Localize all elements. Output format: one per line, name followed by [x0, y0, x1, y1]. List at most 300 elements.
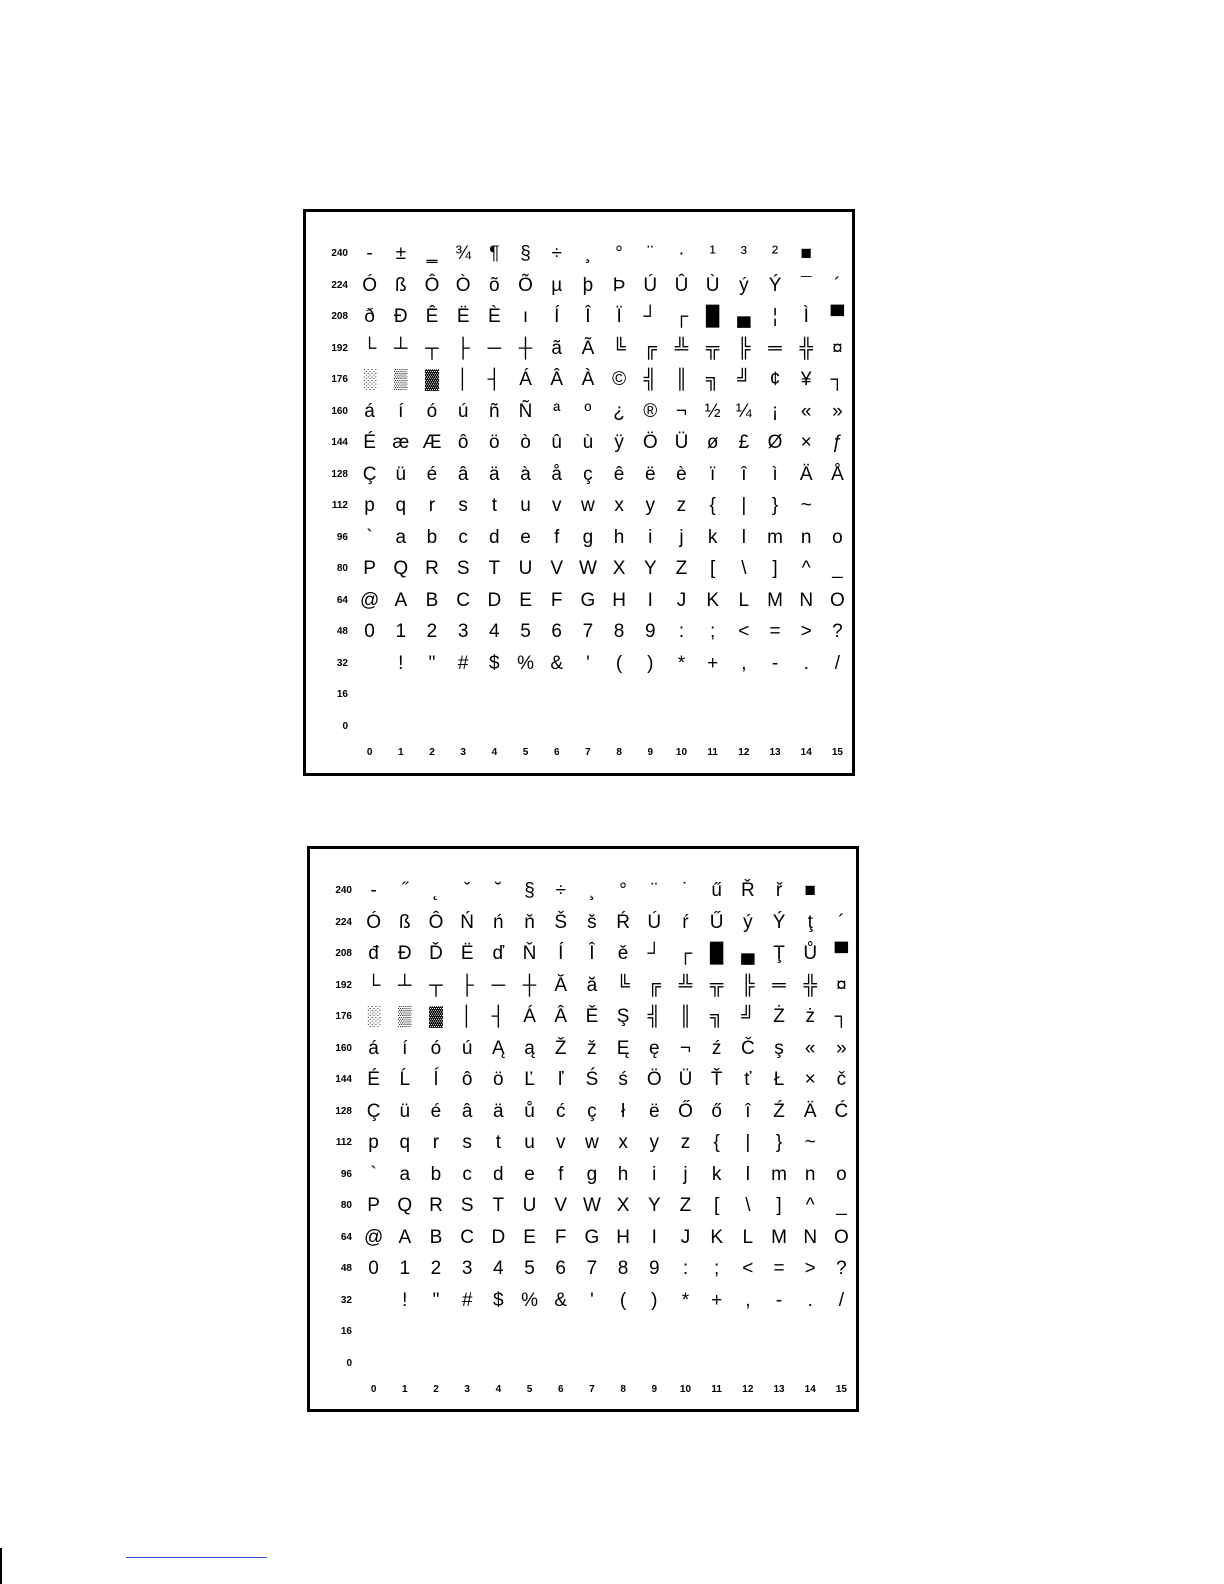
glyph-cell: ╩ [674, 337, 689, 359]
glyph-cell: ┐ [834, 1006, 849, 1028]
glyph-cell: ë [644, 463, 656, 485]
glyph-cell: ² [771, 243, 779, 265]
row-label: 176 [331, 374, 348, 386]
glyph-cell: ' [586, 652, 590, 674]
glyph-cell: % [521, 1289, 538, 1311]
glyph-cell: R [425, 558, 439, 580]
glyph-cell [572, 711, 603, 743]
glyph-cell: x [618, 1132, 628, 1154]
glyph-cell [763, 1316, 794, 1348]
glyph-cell: ╦ [709, 974, 724, 996]
row-label: 224 [335, 916, 352, 928]
glyph-cell: ç [587, 1100, 597, 1122]
glyph-cell: ; [710, 621, 716, 643]
glyph-cell [448, 679, 479, 711]
glyph-cell [763, 1348, 794, 1380]
glyph-cell: é [430, 1100, 442, 1122]
glyph-cell: ¨ [647, 243, 654, 265]
column-label: 12 [738, 746, 750, 758]
glyph-cell: ? [836, 1258, 847, 1280]
glyph-cell: ß [394, 274, 407, 296]
glyph-cell: " [428, 652, 436, 674]
glyph-cell: ¿ [613, 400, 625, 422]
glyph-cell [728, 679, 759, 711]
row-label: 32 [340, 1294, 352, 1306]
glyph-cell: ▓ [429, 1006, 443, 1028]
glyph-cell: ñ [489, 400, 500, 422]
glyph-cell: Ê [425, 306, 439, 328]
glyph-cell: └ [366, 974, 381, 996]
glyph-cell: ß [398, 911, 411, 933]
glyph-cell [479, 711, 510, 743]
glyph-cell: ╠ [741, 974, 755, 996]
glyph-cell: ┘ [647, 943, 662, 965]
glyph-cell: ¯ [800, 274, 812, 296]
glyph-cell: ■ [804, 880, 816, 902]
glyph-cell [385, 711, 416, 743]
glyph-cell: Û [674, 274, 689, 296]
column-label: 14 [804, 1383, 816, 1395]
glyph-cell: m [767, 526, 783, 548]
glyph-cell: ô [461, 1069, 473, 1091]
glyph-cell: S [460, 1195, 474, 1217]
page-edge-mark [0, 1548, 2, 1584]
glyph-cell [541, 711, 572, 743]
glyph-cell: e [524, 1163, 535, 1185]
glyph-cell: H [616, 1226, 630, 1248]
glyph-cell: ă [586, 974, 598, 996]
glyph-cell: Ů [803, 943, 818, 965]
glyph-cell: ═ [772, 974, 786, 996]
glyph-cell: 1 [395, 621, 407, 643]
glyph-cell: Â [550, 369, 564, 391]
glyph-cell: r [432, 1132, 440, 1154]
glyph-cell: 1 [399, 1258, 411, 1280]
glyph-cell [604, 711, 635, 743]
glyph-cell [572, 679, 603, 711]
glyph-cell: É [367, 1069, 380, 1091]
glyph-cell: î [741, 463, 747, 485]
glyph-cell: Á [519, 369, 532, 391]
glyph-cell: W [582, 1195, 601, 1217]
glyph-cell: Q [397, 1195, 413, 1217]
glyph-cell: ü [399, 1100, 411, 1122]
glyph-cell: ˙ [682, 880, 689, 902]
glyph-cell: Ă [554, 974, 568, 996]
glyph-cell: i [648, 526, 653, 548]
glyph-cell: ^ [805, 1195, 815, 1217]
glyph-cell: I [651, 1226, 657, 1248]
glyph-cell: Ř [740, 880, 755, 902]
glyph-cell [822, 490, 853, 522]
glyph-cell: å [551, 463, 562, 485]
column-label: 10 [675, 746, 688, 758]
glyph-cell: W [578, 558, 597, 580]
glyph-cell: × [804, 1069, 816, 1091]
glyph-cell [791, 679, 822, 711]
glyph-cell: 5 [524, 1258, 535, 1280]
glyph-cell: | [745, 1132, 751, 1154]
glyph-cell: ┤ [491, 1006, 506, 1028]
glyph-cell: » [836, 1037, 847, 1059]
glyph-cell: ť [744, 1069, 752, 1091]
glyph-cell: A [394, 589, 408, 611]
glyph-cell: æ [392, 432, 410, 454]
glyph-cell: Ý [772, 911, 786, 933]
glyph-cell: Ć [834, 1100, 849, 1122]
glyph-cell: ! [402, 1289, 408, 1311]
glyph-cell: ! [398, 652, 404, 674]
glyph-cell: t [491, 495, 497, 517]
glyph-cell: ┐ [830, 369, 845, 391]
glyph-cell [545, 1348, 576, 1380]
glyph-cell [635, 679, 666, 711]
column-label: 8 [620, 1383, 626, 1395]
glyph-cell: s [462, 1132, 472, 1154]
glyph-cell: w [581, 495, 595, 517]
glyph-cell: Ø [767, 432, 783, 454]
glyph-cell: g [582, 526, 594, 548]
row-label: 128 [331, 468, 348, 480]
glyph-cell: ¼ [735, 400, 752, 422]
glyph-cell: Ë [456, 306, 470, 328]
glyph-cell: ů [524, 1100, 535, 1122]
glyph-cell: ╦ [705, 337, 720, 359]
glyph-cell: K [706, 589, 719, 611]
glyph-cell: ő [711, 1100, 722, 1122]
glyph-cell [510, 711, 541, 743]
glyph-cell: f [554, 526, 560, 548]
glyph-cell [608, 1348, 639, 1380]
glyph-cell: / [834, 652, 841, 674]
glyph-cell: 3 [457, 621, 469, 643]
glyph-cell: ╣ [643, 369, 658, 391]
glyph-cell: ń [493, 911, 504, 933]
glyph-cell [452, 1348, 483, 1380]
glyph-cell: ╝ [737, 369, 751, 391]
glyph-cell: @ [363, 1226, 384, 1248]
glyph-cell: Ë [460, 943, 474, 965]
glyph-cell [545, 1316, 576, 1348]
glyph-cell: µ [551, 274, 563, 296]
glyph-cell [822, 711, 853, 743]
glyph-cell: Ą [492, 1037, 505, 1059]
glyph-cell: » [832, 400, 843, 422]
column-label: 1 [398, 746, 404, 758]
glyph-cell: Ú [643, 274, 658, 296]
glyph-cell: █ [705, 306, 720, 328]
glyph-cell [389, 1348, 420, 1380]
glyph-cell: │ [457, 369, 470, 391]
glyph-cell: ▓ [425, 369, 439, 391]
glyph-cell [358, 1348, 389, 1380]
row-label: 0 [346, 1357, 352, 1369]
glyph-cell: x [614, 495, 624, 517]
glyph-cell: v [555, 1132, 566, 1154]
glyph-cell: \ [741, 558, 747, 580]
row-label: 144 [335, 1074, 352, 1086]
glyph-cell: ı [522, 306, 529, 328]
glyph-cell: K [710, 1226, 723, 1248]
glyph-cell: ? [832, 621, 843, 643]
glyph-cell [670, 1316, 701, 1348]
glyph-cell: F [554, 1226, 567, 1248]
glyph-cell: G [580, 589, 596, 611]
glyph-cell: Þ [612, 274, 626, 296]
glyph-cell: ┤ [487, 369, 502, 391]
glyph-cell [483, 1348, 514, 1380]
glyph-cell: ë [648, 1100, 660, 1122]
glyph-cell: + [711, 1289, 723, 1311]
column-label: 7 [585, 746, 591, 758]
glyph-cell [448, 711, 479, 743]
column-label: 6 [557, 1383, 564, 1395]
glyph-cell: > [800, 621, 812, 643]
row-label: 16 [336, 689, 348, 701]
glyph-cell: Ń [460, 911, 475, 933]
glyph-cell: Ö [646, 1069, 662, 1091]
glyph-cell: ý [739, 274, 749, 296]
glyph-cell: c [462, 1163, 472, 1185]
glyph-cell: Ô [428, 911, 444, 933]
glyph-cell [701, 1316, 732, 1348]
glyph-cell: L [738, 589, 750, 611]
glyph-cell: ä [489, 463, 500, 485]
glyph-cell: n [800, 526, 812, 548]
glyph-cell: đ [368, 943, 379, 965]
row-label: 96 [336, 531, 348, 543]
glyph-cell: Æ [422, 432, 442, 454]
glyph-cell: = [773, 1258, 785, 1280]
glyph-cell: š [587, 911, 597, 933]
glyph-cell: ĺ [433, 1069, 439, 1091]
column-label: 12 [742, 1383, 754, 1395]
glyph-cell [826, 875, 857, 907]
glyph-cell: Z [675, 558, 688, 580]
glyph-cell [791, 711, 822, 743]
glyph-cell: [ [710, 558, 716, 580]
glyph-cell [826, 1316, 857, 1348]
glyph-cell: á [368, 1037, 379, 1059]
glyph-cell: , [745, 1289, 751, 1311]
glyph-cell: ° [615, 243, 623, 265]
glyph-cell: Ş [616, 1006, 630, 1028]
glyph-cell [354, 679, 385, 711]
glyph-cell: Ď [429, 943, 443, 965]
glyph-cell: § [520, 243, 531, 265]
glyph-cell: ą [524, 1037, 535, 1059]
glyph-cell: ş [774, 1037, 784, 1059]
glyph-cell: * [677, 652, 686, 674]
glyph-cell: ¥ [800, 369, 812, 391]
glyph-cell: │ [461, 1006, 474, 1028]
glyph-cell [635, 711, 666, 743]
glyph-cell [728, 711, 759, 743]
glyph-cell: Á [523, 1006, 536, 1028]
glyph-cell: z [676, 495, 687, 517]
column-label: 13 [773, 1383, 785, 1395]
glyph-cell: ú [457, 400, 469, 422]
glyph-cell: ř [775, 880, 783, 902]
glyph-cell: ì [772, 463, 778, 485]
glyph-cell: H [612, 589, 626, 611]
glyph-cell: ┌ [678, 943, 693, 965]
glyph-cell: ¸ [584, 243, 592, 265]
column-label: 3 [464, 1383, 470, 1395]
glyph-cell: ˇ [463, 880, 471, 902]
glyph-cell: ░ [366, 1006, 381, 1028]
glyph-cell: : [678, 621, 685, 643]
glyph-cell [759, 711, 790, 743]
glyph-cell [826, 1127, 857, 1159]
glyph-cell: v [551, 495, 562, 517]
glyph-cell: § [524, 880, 535, 902]
glyph-cell: ─ [487, 337, 502, 359]
glyph-cell: ╣ [647, 1006, 662, 1028]
glyph-cell: T [492, 1195, 505, 1217]
glyph-cell: 4 [489, 621, 500, 643]
glyph-cell: ( [619, 1289, 627, 1311]
glyph-cell: ` [366, 526, 373, 548]
glyph-cell: Ě [585, 1006, 599, 1028]
row-label: 112 [331, 500, 348, 512]
column-label: 0 [366, 746, 373, 758]
glyph-cell [420, 1348, 451, 1380]
glyph-cell: 3 [461, 1258, 473, 1280]
glyph-cell: u [520, 495, 531, 517]
glyph-cell: ď [492, 943, 505, 965]
glyph-cell: ) [651, 1289, 658, 1311]
glyph-cell: ╗ [709, 1006, 724, 1028]
glyph-cell: a [399, 1163, 411, 1185]
glyph-cell: ű [711, 880, 722, 902]
glyph-cell: â [461, 1100, 473, 1122]
glyph-cell: L [742, 1226, 754, 1248]
glyph-cell: ▄ [737, 306, 751, 328]
glyph-cell: Ň [522, 943, 537, 965]
glyph-cell: i [652, 1163, 657, 1185]
glyph-cell: © [612, 369, 627, 391]
glyph-cell: ½ [704, 400, 721, 422]
column-label: 5 [522, 746, 529, 758]
glyph-cell: ° [619, 880, 627, 902]
glyph-cell: d [493, 1163, 504, 1185]
glyph-cell: ÷ [551, 243, 562, 265]
glyph-cell: Õ [518, 274, 533, 296]
glyph-cell: ð [364, 306, 375, 328]
glyph-cell: Ő [678, 1100, 693, 1122]
glyph-cell: C [456, 589, 471, 611]
glyph-cell: Ý [768, 274, 782, 296]
column-label: 8 [616, 746, 622, 758]
column-label: 14 [800, 746, 812, 758]
glyph-cell: y [645, 495, 656, 517]
glyph-cell: Ô [424, 274, 440, 296]
glyph-cell: 0 [364, 621, 375, 643]
row-label: 64 [336, 594, 348, 606]
glyph-cell: q [399, 1132, 411, 1154]
glyph-cell: ╗ [705, 369, 720, 391]
glyph-cell: + [707, 652, 719, 674]
glyph-cell [514, 1316, 545, 1348]
glyph-cell: É [363, 432, 376, 454]
glyph-cell: q [395, 495, 407, 517]
glyph-cell: 7 [586, 1258, 598, 1280]
glyph-cell: â [457, 463, 469, 485]
glyph-cell [479, 679, 510, 711]
glyph-cell: c [458, 526, 468, 548]
glyph-cell: ░ [362, 369, 377, 391]
glyph-cell: ¦ [772, 306, 778, 328]
glyph-cell: Ä [799, 463, 813, 485]
glyph-cell: ╚ [616, 974, 630, 996]
row-label: 240 [331, 248, 348, 260]
glyph-cell: & [554, 1289, 568, 1311]
glyph-cell: Š [554, 911, 568, 933]
glyph-cell: d [489, 526, 500, 548]
glyph-cell [385, 679, 416, 711]
glyph-cell [732, 1316, 763, 1348]
glyph-cell: · [678, 243, 685, 265]
glyph-cell: y [649, 1132, 660, 1154]
glyph-cell: ┌ [674, 306, 689, 328]
glyph-cell: ¢ [769, 369, 781, 391]
glyph-cell: $ [489, 652, 500, 674]
glyph-cell: ò [520, 432, 531, 454]
glyph-cell: Å [831, 463, 844, 485]
glyph-cell [452, 1316, 483, 1348]
glyph-cell: 4 [493, 1258, 504, 1280]
glyph-cell: & [550, 652, 564, 674]
glyph-cell [416, 679, 447, 711]
glyph-cell: ╩ [678, 974, 693, 996]
row-label: 48 [340, 1263, 352, 1275]
glyph-cell: õ [489, 274, 500, 296]
glyph-cell: ç [583, 463, 593, 485]
glyph-cell: ŕ [682, 911, 689, 933]
glyph-cell: ï [710, 463, 716, 485]
glyph-cell: ( [615, 652, 623, 674]
glyph-cell: ¹ [709, 243, 716, 265]
glyph-cell: ╔ [647, 974, 662, 996]
glyph-cell: Ä [803, 1100, 817, 1122]
glyph-cell: - [366, 243, 373, 265]
glyph-cell [701, 1348, 732, 1380]
glyph-cell: N [803, 1226, 818, 1248]
glyph-cell: ¾ [455, 243, 472, 265]
glyph-cell: u [524, 1132, 535, 1154]
glyph-cell: ┴ [394, 337, 408, 359]
row-label: 128 [335, 1105, 352, 1117]
glyph-cell: V [550, 558, 564, 580]
glyph-cell [826, 1348, 857, 1380]
glyph-cell [483, 1316, 514, 1348]
glyph-cell: à [520, 463, 531, 485]
glyph-cell: j [679, 526, 684, 548]
glyph-cell: Î [589, 943, 595, 965]
glyph-cell: ├ [460, 974, 474, 996]
glyph-cell: { [709, 495, 716, 517]
glyph-cell: ã [551, 337, 562, 359]
glyph-cell: º [584, 400, 592, 422]
glyph-cell: $ [493, 1289, 504, 1311]
glyph-cell: 9 [644, 621, 656, 643]
glyph-cell: ` [370, 1163, 377, 1185]
glyph-cell: _ [832, 558, 843, 580]
glyph-cell: U [522, 1195, 537, 1217]
glyph-cell: Ü [674, 432, 689, 454]
glyph-cell: 8 [613, 621, 625, 643]
